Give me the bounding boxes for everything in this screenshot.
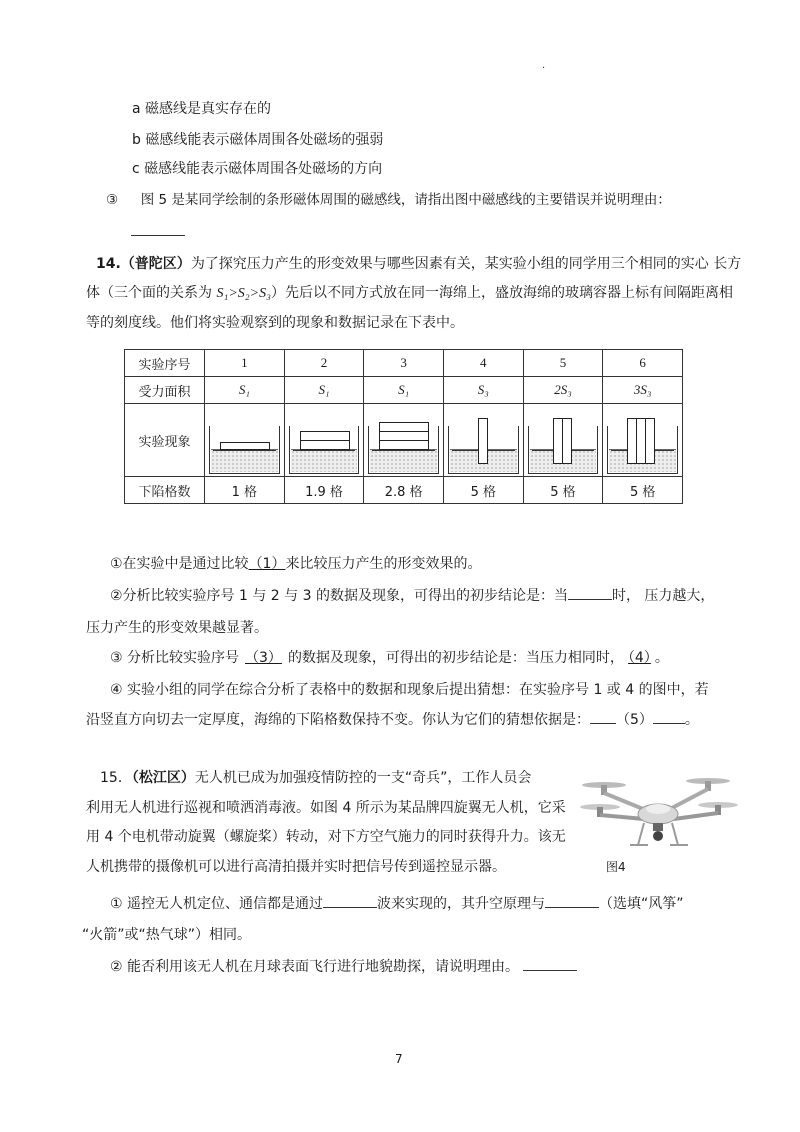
option-text: 磁感线是真实存在的 — [145, 101, 272, 117]
answer-blank-1[interactable]: （1） — [248, 556, 286, 572]
option-text: 磁感线能表示磁体周围各处磁场的强弱 — [145, 132, 384, 148]
q14-item-3 — [110, 647, 750, 669]
q14-number: 14.（普陀区） — [96, 256, 191, 272]
table-row — [125, 477, 683, 504]
experiment-table — [124, 349, 683, 504]
table-cell: S₁ — [284, 377, 364, 404]
item-text: 图 5 是某同学绘制的条形磁体周围的磁感线，请指出图中磁感线的主要错误并说明理由： — [140, 192, 671, 208]
answer-blank-3[interactable]: （3） — [245, 650, 282, 666]
option-c — [132, 158, 772, 180]
page-number: 7 — [395, 1052, 403, 1066]
figure-caption: 图4 — [606, 860, 626, 874]
item-text: 的数据及现象，可得出的初步结论是：当压力相同时， — [287, 650, 624, 666]
answer-blank-principle[interactable] — [545, 893, 599, 908]
table-cell: 2.8 格 — [364, 477, 444, 504]
experiment-figure-3 — [364, 404, 444, 477]
experiment-figure-4 — [443, 404, 523, 477]
answer-blank-2[interactable] — [568, 585, 612, 600]
q14-line-2 — [86, 282, 746, 305]
table-row — [125, 350, 683, 377]
q14-item-2-cont: 压力产生的形变效果越显著。 — [86, 620, 268, 636]
blank-pre — [590, 709, 616, 724]
item-text: 。 — [684, 712, 699, 728]
q14-stem-2a: 体（三个面的关系为 — [86, 285, 212, 301]
item-text: ①在实验中是通过比较 — [110, 556, 249, 572]
q14-formula: S₁>S₂>S₃ — [216, 286, 271, 301]
option-a — [132, 98, 772, 120]
item-text: 。 — [654, 650, 669, 666]
q15-text: 无人机已成为加强疫情防控的一支“奇兵”，工作人员会 — [194, 770, 532, 786]
item-text: ②分析比较实验序号 1 与 2 与 3 的数据及现象，可得出的初步结论是：当 — [110, 588, 568, 604]
q15-line-4: 人机携带的摄像机可以进行高清拍摄并实时把信号传到遥控显示器。 — [86, 859, 506, 875]
row-header: 下陷格数 — [125, 477, 205, 504]
q14-stem-2b: ）先后以不同方式放在同一海绵上，盛放海绵的玻璃容器上标有间隔距离相 — [270, 285, 733, 301]
option-label: c — [132, 161, 140, 177]
item-text: 波来实现的，其升空原理与 — [377, 896, 546, 912]
q15-line-2: 利用无人机进行巡视和喷洒消毒液。如图 4 所示为某品牌四旋翼无人机，它采 — [86, 800, 566, 816]
q14-line-1 — [96, 253, 742, 275]
table-cell: S₃ — [443, 377, 523, 404]
item-marker: ③ — [106, 192, 119, 208]
option-label: a — [132, 101, 141, 117]
item-text: ① 遥控无人机定位、通信都是通过 — [110, 896, 324, 912]
q15-item-1-cont: “火箭”或“热气球”）相同。 — [82, 927, 252, 943]
table-row — [125, 404, 683, 477]
drone-image — [578, 767, 738, 859]
option-b — [132, 129, 772, 151]
option-text: 磁感线能表示磁体周围各处磁场的方向 — [144, 161, 383, 177]
experiment-figure-1 — [205, 404, 285, 477]
item-text: ② 能否利用该无人机在月球表面飞行进行地貌勘探，请说明理由。 — [110, 959, 519, 975]
item-text: 时， 压力越大， — [611, 588, 715, 604]
answer-blank-5[interactable]: （5） — [616, 712, 653, 728]
item-text: 沿竖直方向切去一定厚度，海绵的下陷格数保持不变。你认为它们的猜想依据是： — [86, 712, 590, 728]
item-text: （选填“风筝” — [599, 896, 684, 912]
q15-item-1 — [110, 893, 750, 915]
table-cell: 1 格 — [205, 477, 285, 504]
item-text: ③ 分析比较实验序号 — [110, 650, 240, 666]
option-label: b — [132, 132, 141, 148]
q15-line-3: 用 4 个电机带动旋翼（螺旋桨）转动，对下方空气施力的同时获得升力。该无 — [86, 829, 566, 845]
drone-figure — [578, 767, 738, 859]
q14-line-3: 等的刻度线。他们将实验观察到的现象和数据记录在下表中。 — [86, 315, 464, 331]
table-cell: 3 — [364, 350, 444, 377]
table-cell: 6 — [603, 350, 683, 377]
q14-item-4-cont — [86, 709, 726, 731]
q15-number: 15． — [100, 770, 132, 786]
experiment-figure-2 — [284, 404, 364, 477]
q15-district: （松江区） — [131, 770, 195, 786]
answer-blank[interactable] — [131, 235, 185, 236]
experiment-figure-6 — [603, 404, 683, 477]
table-cell: 1.9 格 — [284, 477, 364, 504]
table-cell: 1 — [205, 350, 285, 377]
answer-blank-moon[interactable] — [523, 956, 577, 971]
table-cell: 5 格 — [523, 477, 603, 504]
table-cell: S₁ — [205, 377, 285, 404]
q15-item-2 — [110, 956, 750, 978]
top-mark: . — [542, 60, 546, 71]
experiment-figure-5 — [523, 404, 603, 477]
table-cell: 4 — [443, 350, 523, 377]
table-cell: 3S₃ — [603, 377, 683, 404]
table-cell: 5 格 — [443, 477, 523, 504]
q14-item-4: ④ 实验小组的同学在综合分析了表格中的数据和现象后提出猜想：在实验序号 1 或 4 的图中，若 — [110, 682, 709, 698]
q14-stem: 为了探究压力产生的形变效果与哪些因素有关，某实验小组的同学用三个相同的实心 长方 — [190, 256, 742, 272]
row-header: 实验序号 — [125, 350, 205, 377]
q14-item-1 — [110, 553, 750, 575]
table-cell: 2 — [284, 350, 364, 377]
table-cell: S₁ — [364, 377, 444, 404]
answer-blank-wave[interactable] — [323, 893, 377, 908]
item-text: 来比较压力产生的形变效果的。 — [285, 556, 482, 572]
blank-post — [653, 709, 685, 724]
table-row — [125, 377, 683, 404]
table-cell: 5 格 — [603, 477, 683, 504]
prev-item-3 — [106, 189, 746, 211]
table-cell: 5 — [523, 350, 603, 377]
answer-blank-4[interactable]: （4） — [627, 650, 651, 666]
q14-item-2 — [110, 585, 750, 607]
row-header: 受力面积 — [125, 377, 205, 404]
row-header: 实验现象 — [125, 404, 205, 477]
table-cell: 2S₃ — [523, 377, 603, 404]
